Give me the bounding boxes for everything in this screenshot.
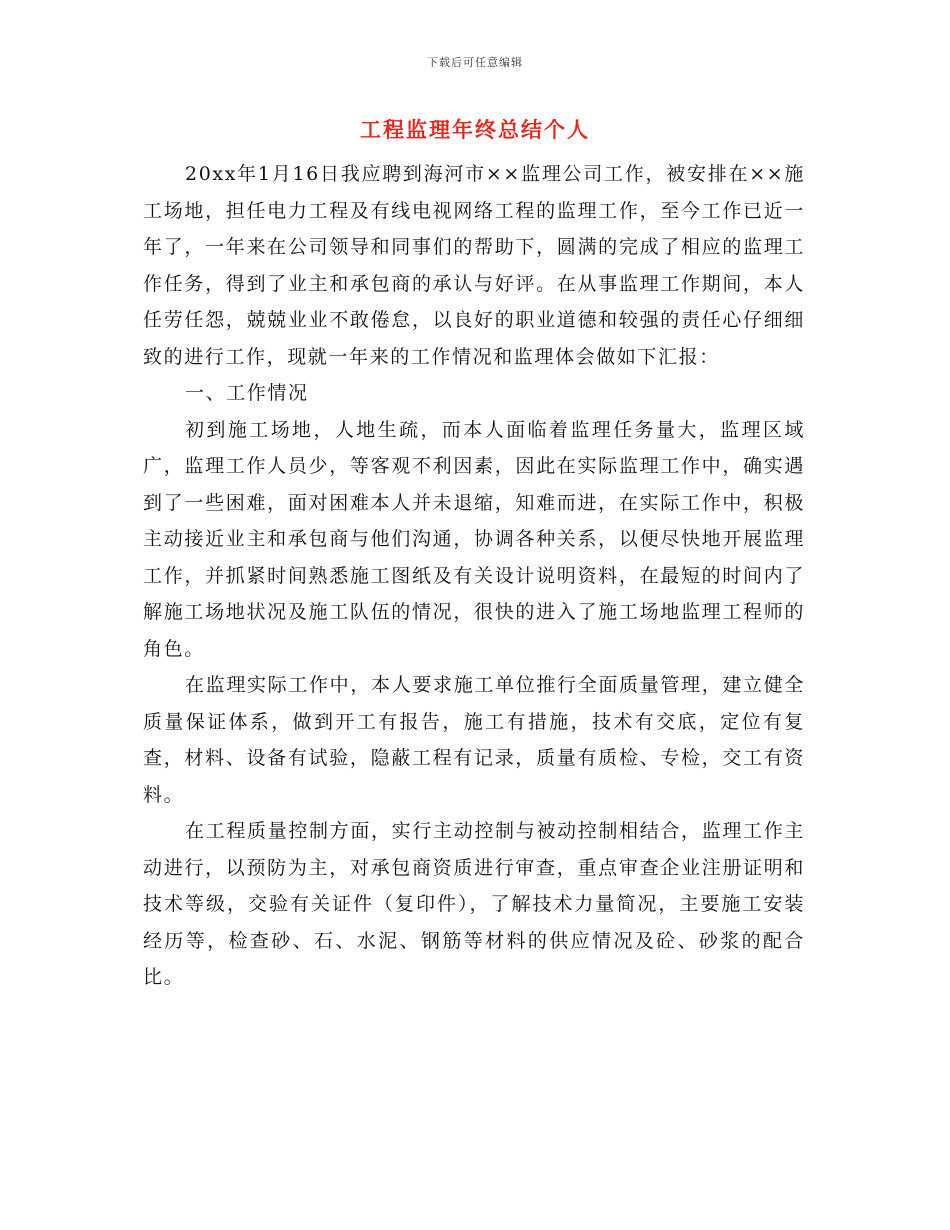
document-body [143, 156, 805, 996]
paragraph-quality-control: 在工程质量控制方面，实行主动控制与被动控制相结合，监理工作主动进行，以预防为主，对承包商资质进行审查，重点审查企业注册证明和技术等级，交验有关证件（复印件），了解技术力量简况，主要施工安装经历等，检查砂、石、水泥、钢筋等材料的供应情况及砼、砂浆的配合比。 [143, 820, 805, 988]
document-title: 工程监理年终总结个人 [360, 117, 590, 142]
header-note: 下载后可任意编辑 [427, 56, 523, 69]
paragraph-initial-work: 初到施工场地，人地生疏，而本人面临着监理任务量大，监理区域广，监理工作人员少，等客观不利因素，因此在实际监理工作中，确实遇到了一些困难，面对困难本人并未退缩，知难而进，在实际工作中，积极主动接近业主和承包商与他们沟通，协调各种关系，以便尽快地开展监理工作，并抓紧时间熟悉施工图纸及有关设计说明资料，在最短的时间内了解施工场地状况及施工队伍的情况，很快的进入了施工场地监理工程师的角色。 [143, 418, 805, 660]
paragraph-intro: 20xx年1月16日我应聘到海河市××监理公司工作，被安排在××施工场地，担任电力工程及有线电视网络工程的监理工作，至今工作已近一年了，一年来在公司领导和同事们的帮助下，圆满的完成了相应的监理工作任务，得到了业主和承包商的承认与好评。在从事监理工作期间，本人任劳任怨，兢兢业业不敢倦怠，以良好的职业道德和较强的责任心仔细细致的进行工作，现就一年来的工作情况和监理体会做如下汇报： [143, 163, 805, 368]
paragraph-quality-management: 在监理实际工作中，本人要求施工单位推行全面质量管理，建立健全质量保证体系，做到开工有报告，施工有措施，技术有交底，定位有复查，材料、设备有试验，隐蔽工程有记录，质量有质检、专检，交工有资料。 [143, 674, 805, 806]
section-heading-work-situation: 一、工作情况 [185, 382, 309, 404]
